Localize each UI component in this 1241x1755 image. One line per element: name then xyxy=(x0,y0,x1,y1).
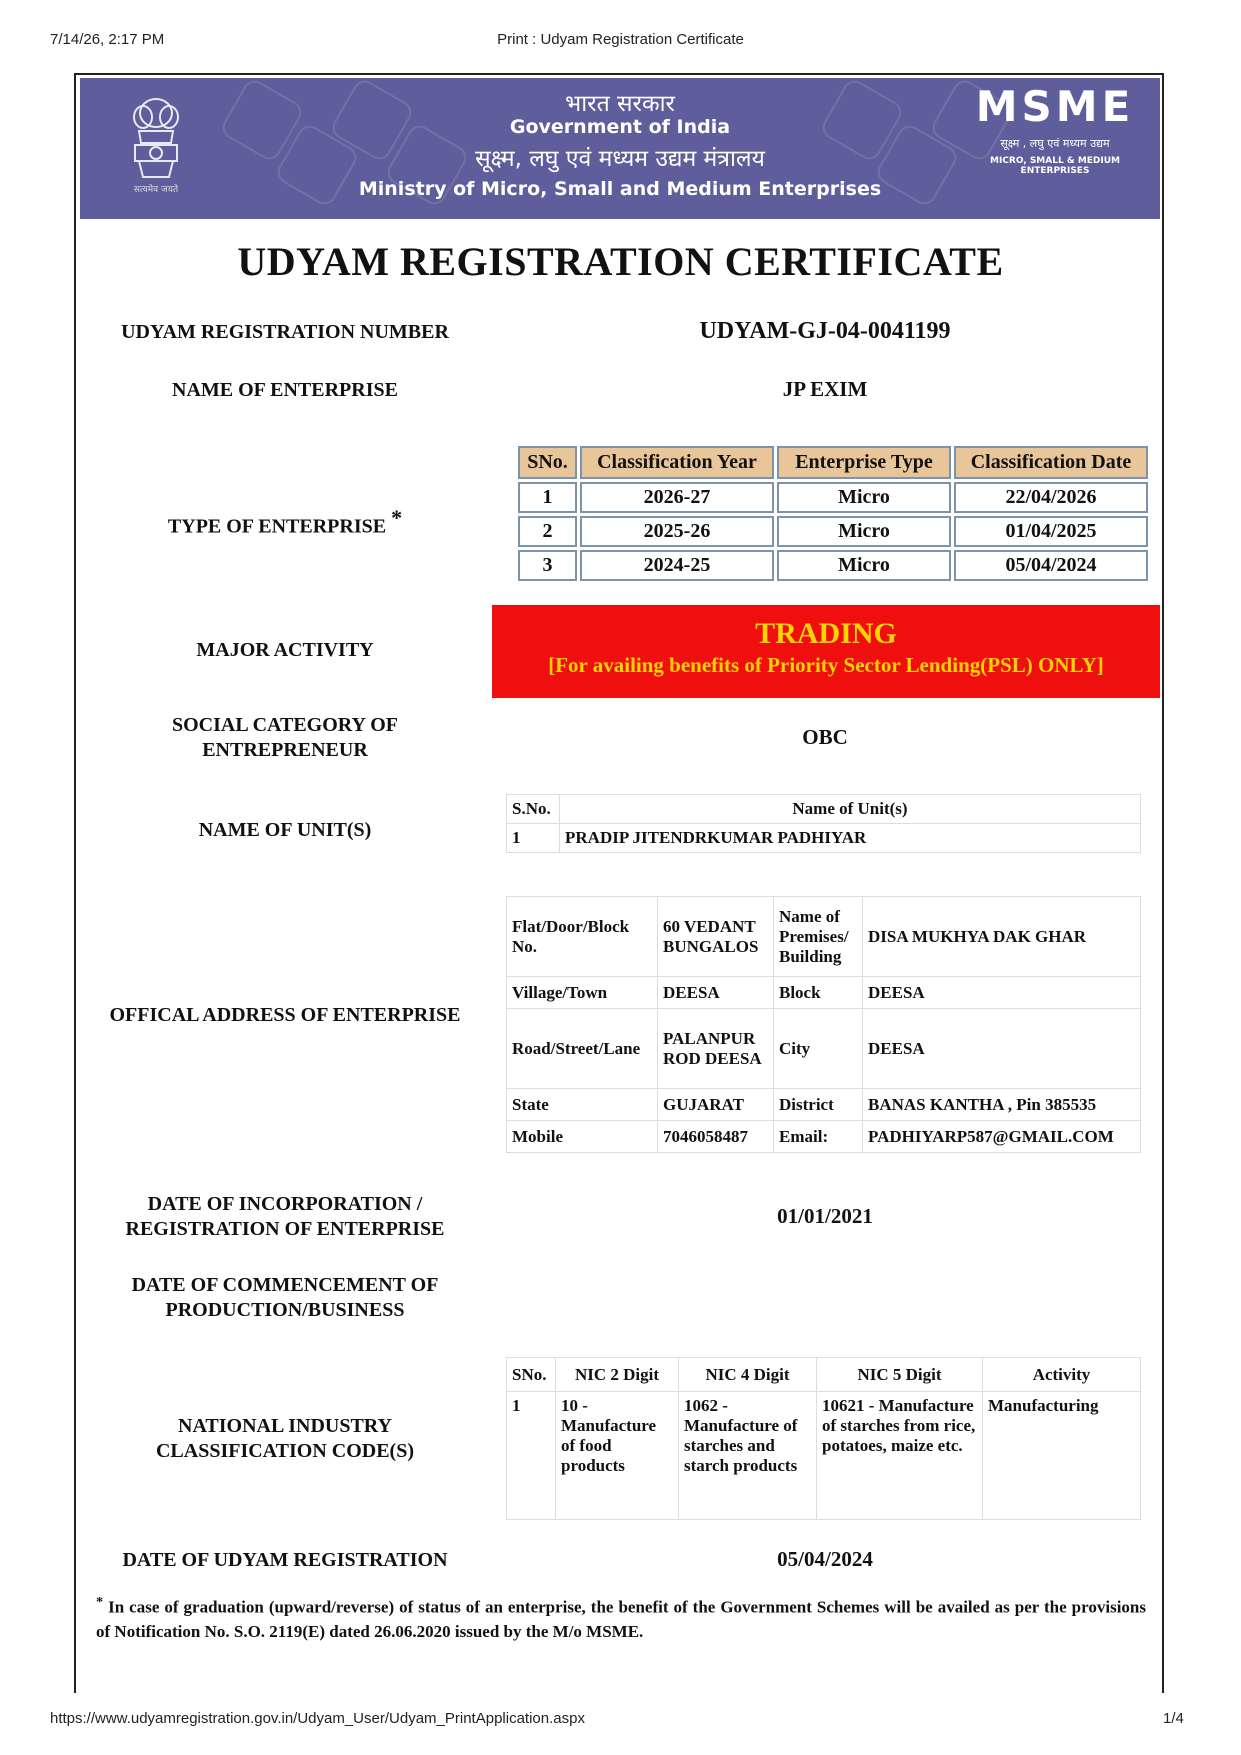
table-row xyxy=(518,550,1148,581)
nic-label: NATIONAL INDUSTRY CLASSIFICATION CODE(S) xyxy=(155,1415,414,1462)
village-value: DEESA xyxy=(658,977,774,1009)
table-row xyxy=(518,516,1148,547)
asterisk-mark: * xyxy=(391,505,403,530)
table-header-row xyxy=(507,1358,1141,1392)
cell: 2026-27 xyxy=(580,482,774,513)
enterprise-name-value: JP EXIM xyxy=(782,377,868,401)
units-table xyxy=(506,794,1141,853)
mobile-value: 7046058487 xyxy=(658,1121,774,1153)
city-value: DEESA xyxy=(863,1009,1141,1089)
table-row xyxy=(507,824,1141,853)
col-unit-name: Name of Unit(s) xyxy=(560,795,1141,824)
english-ministry-text: Ministry of Micro, Small and Medium Enterprises xyxy=(358,178,882,200)
table-row xyxy=(507,1392,1141,1520)
print-page-number: 1/4 xyxy=(1163,1710,1184,1727)
print-url: https://www.udyamregistration.gov.in/Udyam_User/Udyam_PrintApplication.aspx xyxy=(50,1710,585,1727)
commencement-label: DATE OF COMMENCEMENT OF PRODUCTION/BUSINESS xyxy=(131,1274,439,1321)
district-label: District xyxy=(774,1089,863,1121)
enterprise-type-label xyxy=(95,505,475,540)
cell: 2024-25 xyxy=(580,550,774,581)
enterprise-type-label-text: TYPE OF ENTERPRISE xyxy=(167,515,387,538)
col-classification-year: Classification Year xyxy=(580,446,774,479)
major-activity-note: [For availing benefits of Priority Sector Lending(PSL) ONLY] xyxy=(548,653,1104,677)
flat-value: 60 VEDANT BUNGALOS xyxy=(658,897,774,977)
col-classification-date: Classification Date xyxy=(954,446,1148,479)
incorporation-value: 01/01/2021 xyxy=(777,1204,873,1228)
major-activity-label: MAJOR ACTIVITY xyxy=(196,639,374,661)
nic-table xyxy=(506,1357,1141,1520)
table-row xyxy=(507,897,1141,977)
msme-logo-english: MICRO, SMALL & MEDIUM ENTERPRISES xyxy=(989,156,1121,176)
road-label: Road/Street/Lane xyxy=(507,1009,658,1089)
premises-label: Name of Premises/ Building xyxy=(774,897,863,977)
state-label: State xyxy=(507,1089,658,1121)
msme-logo-text: MSME xyxy=(975,82,1135,131)
cell: PRADIP JITENDRKUMAR PADHIYAR xyxy=(560,824,1141,853)
major-activity-box xyxy=(492,605,1160,698)
gov-banner xyxy=(80,78,1160,219)
footnote-mark: * xyxy=(96,1594,104,1610)
cell: Manufacturing xyxy=(983,1392,1141,1520)
social-category-value: OBC xyxy=(802,725,848,749)
reg-number-label: UDYAM REGISTRATION NUMBER xyxy=(121,321,449,343)
certificate-title: UDYAM REGISTRATION CERTIFICATE xyxy=(237,239,1004,284)
cell: 01/04/2025 xyxy=(954,516,1148,547)
cell: 1 xyxy=(507,824,560,853)
district-value: BANAS KANTHA , Pin 385535 xyxy=(863,1089,1141,1121)
hindi-ministry-text: सूक्ष्म, लघु एवं मध्यम उद्यम मंत्रालय xyxy=(475,146,765,172)
cell: Micro xyxy=(777,550,951,581)
english-gov-text: Government of India xyxy=(509,116,731,138)
premises-value: DISA MUKHYA DAK GHAR xyxy=(863,897,1141,977)
print-datetime: 7/14/26, 2:17 PM xyxy=(50,31,165,48)
state-value: GUJARAT xyxy=(658,1089,774,1121)
mobile-label: Mobile xyxy=(507,1121,658,1153)
road-value: PALANPUR ROD DEESA xyxy=(658,1009,774,1089)
social-category-label: SOCIAL CATEGORY OF ENTREPRENEUR xyxy=(172,714,398,761)
print-page-title: Print : Udyam Registration Certificate xyxy=(497,31,744,48)
table-row xyxy=(507,1121,1141,1153)
email-label: Email: xyxy=(774,1121,863,1153)
table-header-row xyxy=(507,795,1141,824)
cell: 2 xyxy=(518,516,577,547)
udyam-date-label: DATE OF UDYAM REGISTRATION xyxy=(122,1549,448,1571)
col-enterprise-type: Enterprise Type xyxy=(777,446,951,479)
msme-logo xyxy=(965,84,1145,194)
table-row xyxy=(507,1089,1141,1121)
footnote-text: In case of graduation (upward/reverse) of status of an enterprise, the benefit of the Government Schemes will be availed as per the provisions of Notification No. S.O. 2119(E) dated 26.06.2020 issued by the M/o MSME. xyxy=(96,1597,1146,1641)
cell: 22/04/2026 xyxy=(954,482,1148,513)
incorporation-label: DATE OF INCORPORATION / REGISTRATION OF ENTERPRISE xyxy=(125,1193,445,1240)
classification-table xyxy=(515,443,1151,584)
table-row xyxy=(518,482,1148,513)
col-nic5: NIC 5 Digit xyxy=(817,1358,983,1392)
address-table xyxy=(506,896,1141,1153)
cell: 1062 - Manufacture of starches and starch products xyxy=(679,1392,817,1520)
hindi-gov-text: भारत सरकार xyxy=(565,91,675,117)
cell: 3 xyxy=(518,550,577,581)
table-row xyxy=(507,977,1141,1009)
cell: 10 - Manufacture of food products xyxy=(556,1392,679,1520)
col-nic4: NIC 4 Digit xyxy=(679,1358,817,1392)
reg-number-value: UDYAM-GJ-04-0041199 xyxy=(699,318,951,344)
address-label: OFFICAL ADDRESS OF ENTERPRISE xyxy=(109,1004,461,1026)
table-header-row xyxy=(518,446,1148,479)
cell: 1 xyxy=(507,1392,556,1520)
cell: 05/04/2024 xyxy=(954,550,1148,581)
email-value: PADHIYARP587@GMAIL.COM xyxy=(863,1121,1141,1153)
table-row xyxy=(507,1009,1141,1089)
col-nic2: NIC 2 Digit xyxy=(556,1358,679,1392)
cell: 10621 - Manufacture of starches from rice, potatoes, maize etc. xyxy=(817,1392,983,1520)
flat-label: Flat/Door/Block No. xyxy=(507,897,658,977)
footnote xyxy=(96,1590,1146,1644)
cell: 2025-26 xyxy=(580,516,774,547)
block-value: DEESA xyxy=(863,977,1141,1009)
cell: Micro xyxy=(777,482,951,513)
units-label: NAME OF UNIT(S) xyxy=(198,819,372,841)
col-sno: S.No. xyxy=(507,795,560,824)
cell: Micro xyxy=(777,516,951,547)
col-activity: Activity xyxy=(983,1358,1141,1392)
block-label: Block xyxy=(774,977,863,1009)
major-activity-value: TRADING xyxy=(755,617,897,650)
city-label: City xyxy=(774,1009,863,1089)
col-sno: SNo. xyxy=(507,1358,556,1392)
col-sno: SNo. xyxy=(518,446,577,479)
emblem-caption: सत्यमेव जयते xyxy=(133,185,179,195)
cell: 1 xyxy=(518,482,577,513)
udyam-date-value: 05/04/2024 xyxy=(777,1547,873,1571)
village-label: Village/Town xyxy=(507,977,658,1009)
msme-logo-hindi: सूक्ष्म , लघु एवं मध्यम उद्यम xyxy=(1000,137,1110,150)
enterprise-name-label: NAME OF ENTERPRISE xyxy=(172,379,398,401)
